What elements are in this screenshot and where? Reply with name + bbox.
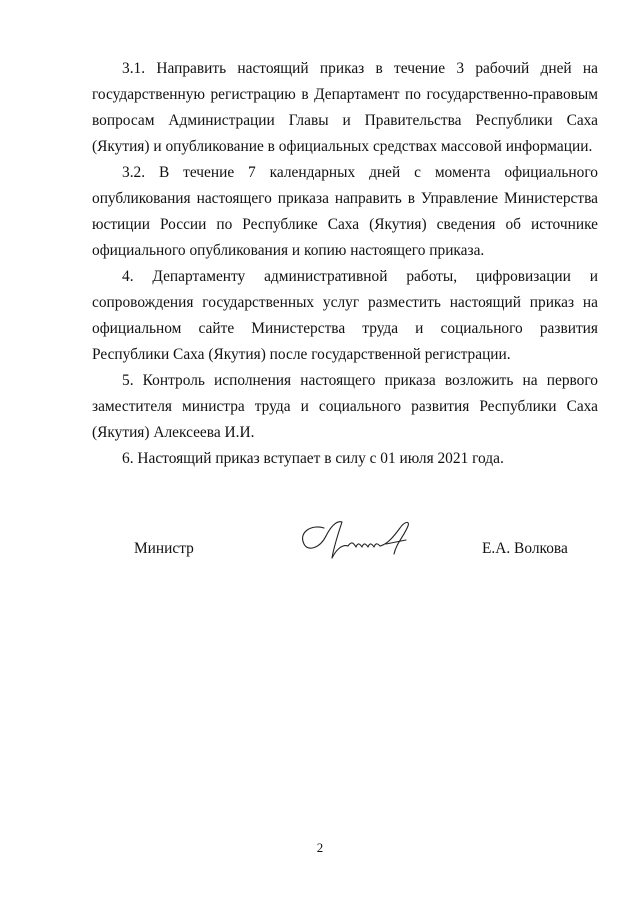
paragraph-3-1: 3.1. Направить настоящий приказ в течение 3 рабочий дней на государственную регистрацию в Департамент по государственно-правовым вопросам Администрации Главы и Правительства Республики Саха (Якутия) и опубликование в официальных средствах массовой информации. — [92, 60, 598, 155]
paragraph-5: 5. Контроль исполнения настоящего приказа возложить на первого заместителя министра труда и социального развития Республики Саха (Якутия) Алексеева И.И. — [92, 372, 598, 441]
signer-title: Министр — [134, 540, 194, 557]
handwritten-signature-icon — [290, 514, 420, 566]
paragraph-3-2: 3.2. В течение 7 календарных дней с момента официального опубликования настоящего приказа направить в Управление Министерства юстиции России по Республике Саха (Якутия) сведения об источнике официального опубликования и копию настоящего приказа. — [92, 164, 598, 259]
paragraph-4: 4. Департаменту административной работы, цифровизации и сопровождения государственных услуг разместить настоящий приказ на официальном сайте Министерства труда и социального развития Республики Саха (Якутия) после государственной регистрации. — [92, 268, 598, 363]
paragraph-6: 6. Настоящий приказ вступает в силу с 01 июля 2021 года. — [122, 450, 504, 467]
page-number: 2 — [316, 840, 324, 855]
signer-name: Е.А. Волкова — [482, 540, 568, 557]
signature-block — [0, 538, 640, 568]
document-body — [92, 56, 598, 472]
